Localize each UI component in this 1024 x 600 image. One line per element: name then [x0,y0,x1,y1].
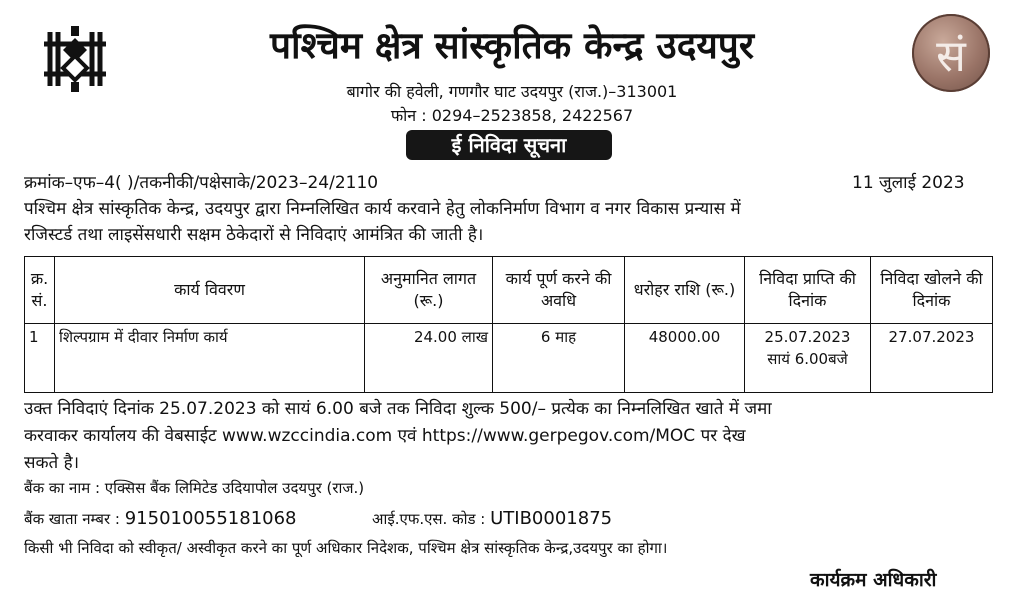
col-cost: अनुमानित लागत (रू.) [365,257,493,324]
receipt-time: सायं 6.00बजे [767,350,848,368]
cell-receipt [745,324,871,393]
table-header-row [25,257,993,324]
col-receipt: निविदा प्राप्ति की दिनांक [745,257,871,324]
bank-name: बैंक का नाम : एक्सिस बैंक लिमिटेड उदियापोल उदयपुर (राज.) [24,479,365,497]
reference-number: क्रमांक–एफ–4( )/तकनीकी/पक्षेसाके/2023–24/2110 [24,173,379,193]
col-duration: कार्य पूर्ण करने की अवधि [493,257,625,324]
account-label: बैंक खाता नम्बर : [24,510,120,528]
cell-cost: 24.00 लाख [365,324,493,393]
intro-line-2: रजिस्टर्ड तथा लाइसेंसधारी सक्षम ठेकेदारों से निविदाएं आमंत्रित की जाती है। [24,225,484,245]
fee-note-line-2: करवाकर कार्यालय की वेबसाईट www.wzccindia.com एवं https://www.gerpegov.com/MOC पर देख [24,426,746,446]
address: बागोर की हवेली, गणगौर घाट उदयपुर (राज.)–313001 [346,82,678,101]
cell-sno: 1 [25,324,55,393]
phone: फोन : 0294–2523858, 2422567 [390,106,634,125]
col-deposit: धरोहर राशि (रू.) [625,257,745,324]
intro-line-1: पश्चिम क्षेत्र सांस्कृतिक केन्द्र, उदयपुर द्वारा निम्नलिखित कार्य करवाने हेतु लोकनिर्माण विभाग व नगर विकास प्रन्यास में [24,199,741,219]
authority-statement: किसी भी निविदा को स्वीकृत/ अस्वीकृत करने का पूर्ण अधिकार निदेशक, पश्चिम क्षेत्र सांस्कृतिक केन्द्र,उदयपुर का होगा। [24,539,668,557]
fee-note-line-1: उक्त निविदाएं दिनांक 25.07.2023 को सायं 6.00 बजे तक निविदा शुल्क 500/– प्रत्येक का निम्नलिखित खाते में जमा [24,399,772,419]
ifsc-label: आई.एफ.एस. कोड : [372,510,486,528]
cell-opening: 27.07.2023 [871,324,993,393]
notice-banner: ई निविदा सूचना [406,130,612,160]
page-title: पश्चिम क्षेत्र सांस्कृतिक केन्द्र उदयपुर [270,24,754,67]
emblem-glyph: सं [936,31,966,82]
account-number: 915010055181068 [124,508,297,529]
table-row [25,324,993,393]
tender-table [24,256,993,393]
cell-duration: 6 माह [493,324,625,393]
ifsc-code: UTIB0001875 [490,508,613,529]
ifsc-line [372,508,612,529]
account-line [24,508,297,529]
cell-deposit: 48000.00 [625,324,745,393]
fee-note-line-3: सकते है। [24,453,80,473]
notice-date: 11 जुलाई 2023 [852,173,965,193]
col-work: कार्य विवरण [55,257,365,324]
receipt-date: 25.07.2023 [764,328,851,346]
signatory: कार्यक्रम अधिकारी [810,569,937,591]
col-sno: क्र. सं. [25,257,55,324]
col-opening: निविदा खोलने की दिनांक [871,257,993,324]
cell-work: शिल्पग्राम में दीवार निर्माण कार्य [55,324,365,393]
